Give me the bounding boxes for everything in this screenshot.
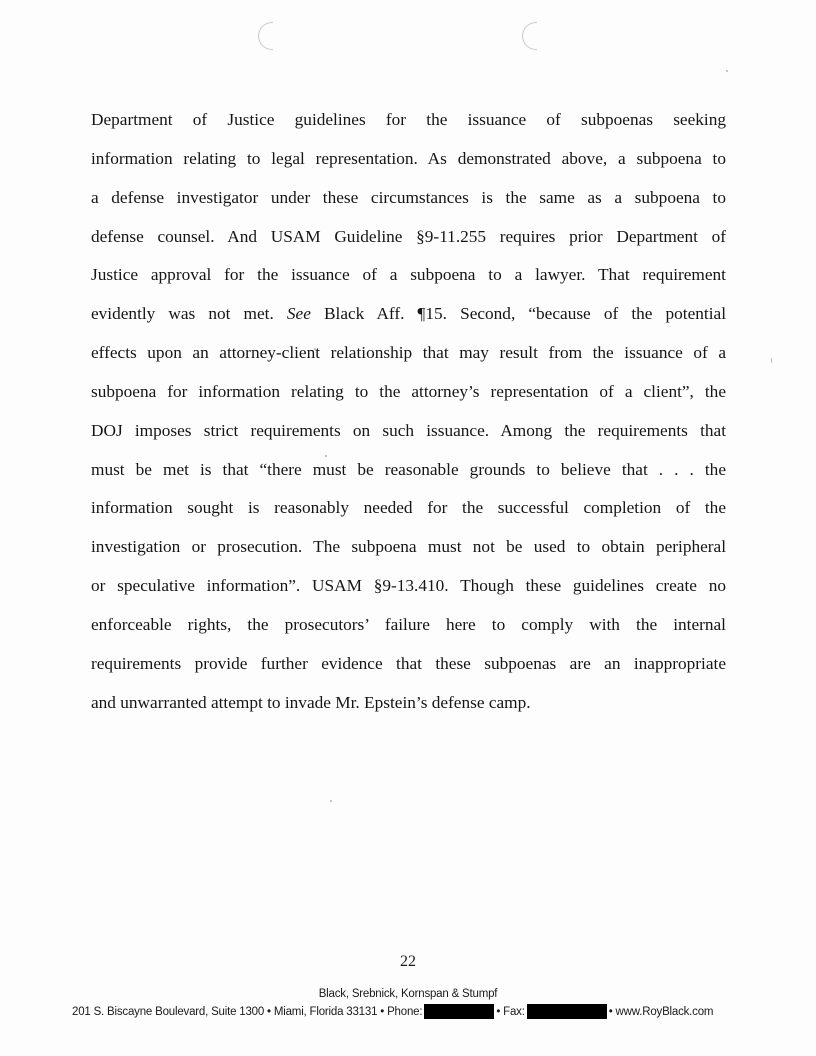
body-line: defense counsel. And USAM Guideline §9-11.255 requires prior Department of: [91, 226, 726, 246]
body-paragraph: [91, 101, 726, 723]
body-line: information relating to legal representation. As demonstrated above, a subpoena to: [91, 148, 726, 168]
body-line: Justice approval for the issuance of a subpoena to a lawyer. That requirement: [91, 265, 726, 285]
scan-speck: [330, 800, 332, 802]
binder-hole-mark: [522, 22, 537, 50]
body-line-segment: evidently was not met.: [91, 304, 274, 324]
redaction-box-fax: [527, 1004, 607, 1019]
body-line: or speculative information”. USAM §9-13.410. Though these guidelines create no: [91, 576, 726, 596]
body-line: DOJ imposes strict requirements on such issuance. Among the requirements that: [91, 420, 726, 440]
binder-hole-mark: [258, 22, 273, 50]
footer-website: • www.RoyBlack.com: [608, 1005, 714, 1018]
body-line: enforceable rights, the prosecutors’ failure here to comply with the internal: [91, 614, 726, 634]
body-line-with-citation: [91, 295, 726, 334]
scan-speck: [771, 358, 772, 363]
body-line: effects upon an attorney-client relationship that may result from the issuance of a: [91, 343, 726, 363]
body-line: Department of Justice guidelines for the issuance of subpoenas seeking: [91, 110, 726, 129]
page-number: 22: [400, 953, 416, 970]
footer-firm-name: Black, Srebnick, Kornspan & Stumpf: [318, 988, 498, 1000]
body-line: and unwarranted attempt to invade Mr. Epstein’s defense camp.: [91, 692, 531, 712]
redaction-box-phone: [424, 1004, 494, 1019]
footer-contact-line: [72, 1004, 752, 1019]
footer-fax-label: • Fax:: [496, 1005, 525, 1018]
body-line: subpoena for information relating to the attorney’s representation of a client”, the: [91, 381, 726, 401]
body-line: must be met is that “there must be reasonable grounds to believe that . . . the: [91, 459, 726, 479]
see-signal: See: [286, 304, 311, 324]
scan-speck: [726, 70, 728, 72]
body-line: investigation or prosecution. The subpoena must not be used to obtain peripheral: [91, 537, 726, 557]
body-line: a defense investigator under these circumstances is the same as a subpoena to: [91, 187, 726, 207]
body-line-segment: Black Aff. ¶15. Second, “because of the potential: [324, 304, 726, 324]
footer-address: 201 S. Biscayne Boulevard, Suite 1300 • Miami, Florida 33131 • Phone:: [72, 1005, 423, 1018]
body-line: information sought is reasonably needed for the successful completion of the: [91, 498, 726, 518]
body-line: requirements provide further evidence that these subpoenas are an inappropriate: [91, 653, 726, 673]
